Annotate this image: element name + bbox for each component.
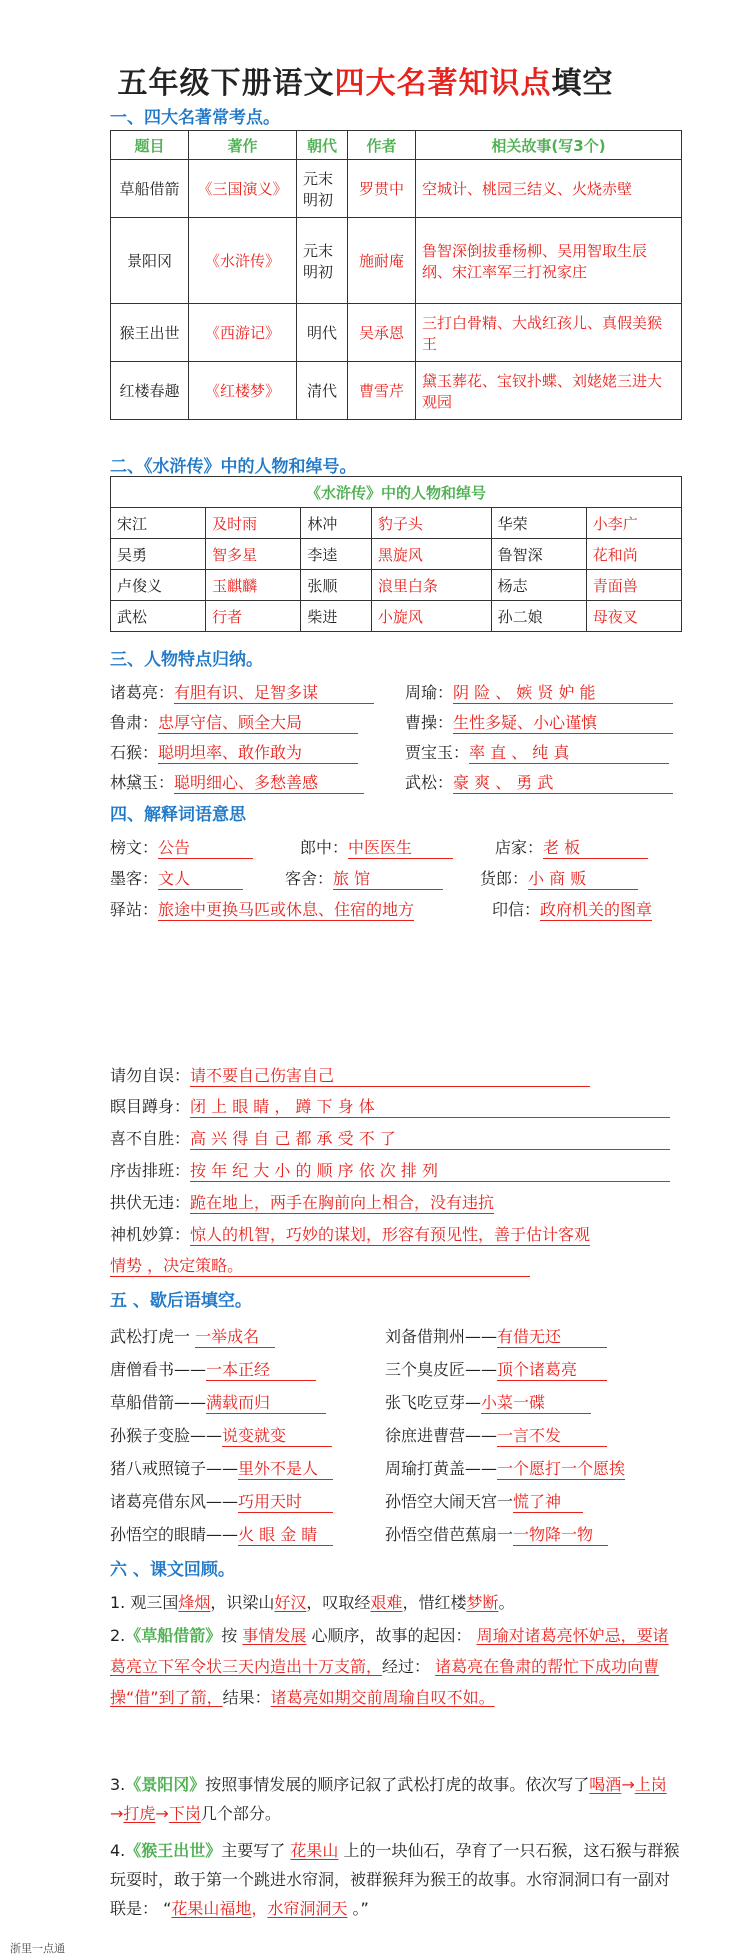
footer-watermark: 浙里一点通 <box>10 1942 65 1955</box>
table-cell: 猴王出世 <box>111 304 189 362</box>
word-row-continued: 情势 ，决定策略。 <box>110 1253 530 1277</box>
col-header: 著作 <box>189 131 297 160</box>
page-title: 五年级下册语文四大名著知识点填空 <box>117 66 614 101</box>
table-cell: 智多星 <box>206 539 301 570</box>
table-cell: 玉麒麟 <box>206 570 301 601</box>
table-cell: 孙二娘 <box>491 601 586 632</box>
section-4-heading: 四、解释词语意思 <box>110 805 246 825</box>
review-item-2: 2.《草船借箭》按 事情发展 心顺序，故事的起因： 周瑜对诸葛亮怀妒忌，要诸葛亮立下军令状三天内造出十万支箭，经过： 诸葛亮在鲁肃的帮忙下成功向曹操“借”到了箭，结果：诸葛亮如期交前周瑜自叹不如。 <box>110 1626 669 1707</box>
col-header: 相关故事(写3个) <box>416 131 682 160</box>
idiom-row: 三个臭皮匠——顶个诸葛亮 <box>385 1357 607 1381</box>
word-row: 喜不自胜：高 兴 得 自 己 都 承 受 不 了 <box>110 1126 670 1150</box>
trait-row: 鲁肃：忠厚守信、顾全大局 <box>110 710 358 734</box>
table-cell: 元末明初 <box>297 160 348 218</box>
section-5-heading: 五 、歇后语填空。 <box>110 1291 252 1311</box>
masterpieces-table <box>110 130 682 420</box>
review-item-1: 1. 观三国烽烟，识梁山好汉，叹取经艰难，惜红楼梦断。 <box>110 1593 515 1612</box>
table-title: 《水浒传》中的人物和绰号 <box>111 477 682 508</box>
trait-row: 周瑜：阴 险 、 嫉 贤 妒 能 <box>405 680 673 704</box>
trait-row: 诸葛亮：有胆有识、足智多谋 <box>110 680 374 704</box>
idiom-row: 孙猴子变脸——说变就变 <box>110 1423 332 1447</box>
word-row: 驿站：旅途中更换马匹或休息、住宿的地方 <box>110 897 414 921</box>
table-cell: 三打白骨精、大战红孩儿、真假美猴王 <box>416 304 682 362</box>
table-cell: 花和尚 <box>586 539 681 570</box>
word-row: 墨客：文人 <box>110 866 243 890</box>
section-1-heading: 一、四大名著常考点。 <box>110 108 280 128</box>
word-row: 序齿排班：按 年 纪 大 小 的 顺 序 依 次 排 列 <box>110 1158 670 1182</box>
review-item-4: 4.《猴王出世》主要写了 花果山 上的一块仙石，孕育了一只石猴，这石猴与群猴玩耍时，敢于第一个跳进水帘洞，被群猴拜为猴王的故事。水帘洞洞口有一副对联是： “花果山福地，水帘洞洞天 。” <box>110 1841 680 1918</box>
section-2-heading: 二、《水浒传》中的人物和绰号。 <box>110 457 357 477</box>
table-cell: 吴勇 <box>111 539 206 570</box>
table-cell: 《红楼梦》 <box>189 362 297 420</box>
idiom-row: 草船借箭——满载而归 <box>110 1390 326 1414</box>
table-cell: 武松 <box>111 601 206 632</box>
idiom-row: 周瑜打黄盖——一个愿打一个愿挨 <box>385 1456 625 1480</box>
table-cell: 空城计、桃园三结义、火烧赤壁 <box>416 160 682 218</box>
table-cell: 宋江 <box>111 508 206 539</box>
table-cell: 林冲 <box>301 508 372 539</box>
table-cell: 浪里白条 <box>371 570 491 601</box>
table-cell: 柴进 <box>301 601 372 632</box>
word-row: 印信：政府机关的图章 <box>492 897 652 921</box>
table-cell: 《三国演义》 <box>189 160 297 218</box>
col-header: 作者 <box>348 131 416 160</box>
table-cell: 李逵 <box>301 539 372 570</box>
table-cell: 明代 <box>297 304 348 362</box>
table-cell: 青面兽 <box>586 570 681 601</box>
word-row: 店家：老 板 <box>495 835 648 859</box>
word-row: 榜文：公告 <box>110 835 253 859</box>
table-cell: 黑旋风 <box>371 539 491 570</box>
word-row: 请勿自误：请不要自己伤害自己 <box>110 1063 590 1087</box>
table-cell: 罗贯中 <box>348 160 416 218</box>
idiom-row: 唐僧看书——一本正经 <box>110 1357 316 1381</box>
col-header: 题目 <box>111 131 189 160</box>
table-cell: 豹子头 <box>371 508 491 539</box>
table-cell: 华荣 <box>491 508 586 539</box>
table-cell: 张顺 <box>301 570 372 601</box>
word-row: 货郎：小 商 贩 <box>480 866 638 890</box>
idiom-row: 孙悟空借芭蕉扇一一物降一物 <box>385 1522 608 1546</box>
table-cell: 小旋风 <box>371 601 491 632</box>
idiom-row: 诸葛亮借东风——巧用天时 <box>110 1489 333 1513</box>
table-cell: 元末明初 <box>297 218 348 304</box>
word-row: 神机妙算：惊人的机智，巧妙的谋划，形容有预见性，善于估计客观 <box>110 1222 590 1246</box>
word-row: 瞑目蹲身：闭 上 眼 睛 ， 蹲 下 身 体 <box>110 1094 670 1118</box>
word-row: 客舍：旅 馆 <box>285 866 443 890</box>
word-row: 拱伏无违：跪在地上，两手在胸前向上相合，没有违抗 <box>110 1190 494 1214</box>
idiom-row: 徐庶进曹营——一言不发 <box>385 1423 607 1447</box>
idiom-row: 猪八戒照镜子——里外不是人 <box>110 1456 333 1480</box>
table-cell: 红楼春趣 <box>111 362 189 420</box>
table-cell: 《水浒传》 <box>189 218 297 304</box>
trait-row: 贾宝玉：率 直 、 纯 真 <box>405 740 669 764</box>
table-cell: 卢俊义 <box>111 570 206 601</box>
table-cell: 施耐庵 <box>348 218 416 304</box>
table-cell: 景阳冈 <box>111 218 189 304</box>
trait-row: 林黛玉：聪明细心、多愁善感 <box>110 770 364 794</box>
table-cell: 清代 <box>297 362 348 420</box>
idiom-row: 武松打虎一 一举成名 <box>110 1324 275 1348</box>
trait-row: 武松：豪 爽 、 勇 武 <box>405 770 673 794</box>
table-cell: 草船借箭 <box>111 160 189 218</box>
idiom-row: 孙悟空的眼睛——火 眼 金 睛 <box>110 1522 333 1546</box>
review-item-3: 3.《景阳冈》按照事情发展的顺序记叙了武松打虎的故事。依次写了喝酒→上岗→打虎→下岗几个部分。 <box>110 1775 667 1823</box>
table-cell: 鲁智深 <box>491 539 586 570</box>
idiom-row: 张飞吃豆芽—小菜一碟 <box>385 1390 591 1414</box>
idiom-row: 孙悟空大闹天宫一慌了神 <box>385 1489 583 1513</box>
table-cell: 杨志 <box>491 570 586 601</box>
table-cell: 行者 <box>206 601 301 632</box>
table-cell: 《西游记》 <box>189 304 297 362</box>
section-3-heading: 三、人物特点归纳。 <box>110 650 263 670</box>
trait-row: 曹操：生性多疑、小心谨慎 <box>405 710 673 734</box>
table-cell: 曹雪芹 <box>348 362 416 420</box>
table-cell: 母夜叉 <box>586 601 681 632</box>
table-cell: 鲁智深倒拔垂杨柳、吴用智取生辰纲、宋江率军三打祝家庄 <box>416 218 682 304</box>
nickname-table <box>110 476 682 632</box>
table-cell: 黛玉葬花、宝钗扑蝶、刘姥姥三进大观园 <box>416 362 682 420</box>
section-6-heading: 六 、课文回顾。 <box>110 1560 235 1580</box>
table-cell: 吴承恩 <box>348 304 416 362</box>
table-cell: 小李广 <box>586 508 681 539</box>
table-cell: 及时雨 <box>206 508 301 539</box>
idiom-row: 刘备借荆州——有借无还 <box>385 1324 607 1348</box>
col-header: 朝代 <box>297 131 348 160</box>
trait-row: 石猴：聪明坦率、敢作敢为 <box>110 740 358 764</box>
word-row: 郎中：中医医生 <box>300 835 453 859</box>
